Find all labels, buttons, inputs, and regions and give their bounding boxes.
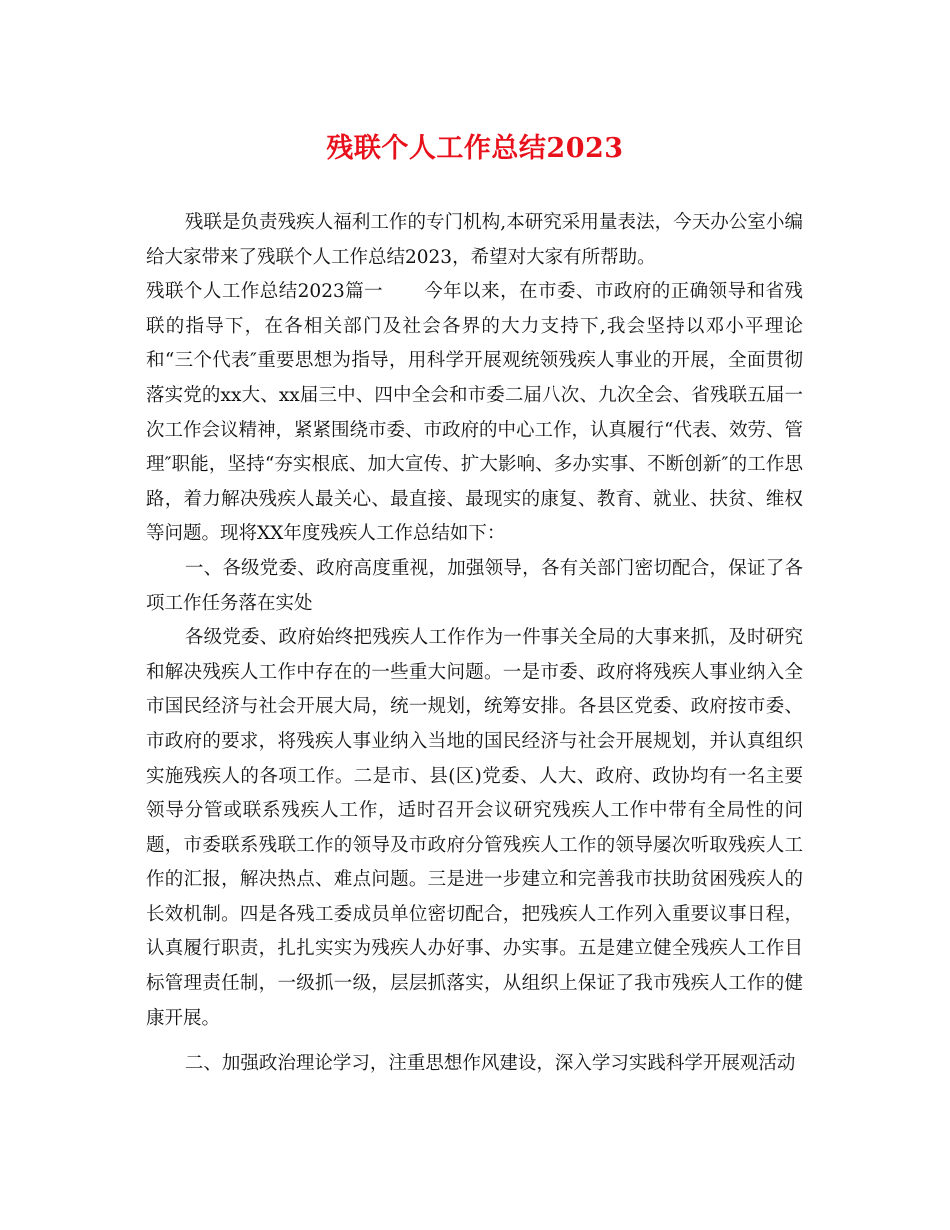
document-body: [146, 206, 803, 1082]
section-paragraph: [146, 275, 803, 552]
paragraph-one: 各级党委、政府始终把残疾人工作作为一件事关全局的大事来抓，及时研究和解决残疾人工作中存在的一些重大问题。一是市委、政府将残疾人事业纳入全市国民经济与社会开展大局，统一规划，统筹安排。各县区党委、政府按市委、市政府的要求，将残疾人事业纳入当地的国民经济与社会开展规划，并认真组织实施残疾人的各项工作。二是市、县(区)党委、人大、政府、政协均有一名主要领导分管或联系残疾人工作，适时召开会议研究残疾人工作中带有全局性的问题，市委联系残联工作的领导及市政府分管残疾人工作的领导屡次听取残疾人工作的汇报，解决热点、难点问题。三是进一步建立和完善我市扶助贫困残疾人的长效机制。四是各残工委成员单位密切配合，把残疾人工作列入重要议事日程，认真履行职责，扎扎实实为残疾人办好事、办实事。五是建立健全残疾人工作目标管理责任制，一级抓一级，层层抓落实，从组织上保证了我市残疾人工作的健康开展。: [146, 627, 803, 1029]
intro-paragraph: 残联是负责残疾人福利工作的专门机构,本研究采用量表法，今天办公室小编给大家带来了残联个人工作总结2023，希望对大家有所帮助。: [146, 212, 803, 268]
section-text: 今年以来，在市委、市政府的正确领导和省残联的指导下，在各相关部门及社会各界的大力支持下,我会坚持以邓小平理论和“三个代表″重要思想为指导，用科学开展观统领残疾人事业的开展，全面贯彻落实党的xx大、xx届三中、四中全会和市委二届八次、九次全会、省残联五届一次工作会议精神，紧紧围绕市委、市政府的中心工作，认真履行“代表、效劳、管理″职能，坚持“夯实根底、加大宣传、扩大影响、多办实事、不断创新″的工作思路，着力解决残疾人最关心、最直接、最现实的康复、教育、就业、扶贫、维权等问题。现将XX年度残疾人工作总结如下：: [146, 281, 803, 545]
heading-one: 一、各级党委、政府高度重视，加强领导，各有关部门密切配合，保证了各项工作任务落在实处: [146, 557, 803, 614]
document-title: 残联个人工作总结2023: [326, 133, 624, 164]
section-label: 残联个人工作总结2023篇一: [146, 281, 384, 303]
heading-two: 二、加强政治理论学习，注重思想作风建设，深入学习实践科学开展观活动: [184, 1053, 796, 1075]
